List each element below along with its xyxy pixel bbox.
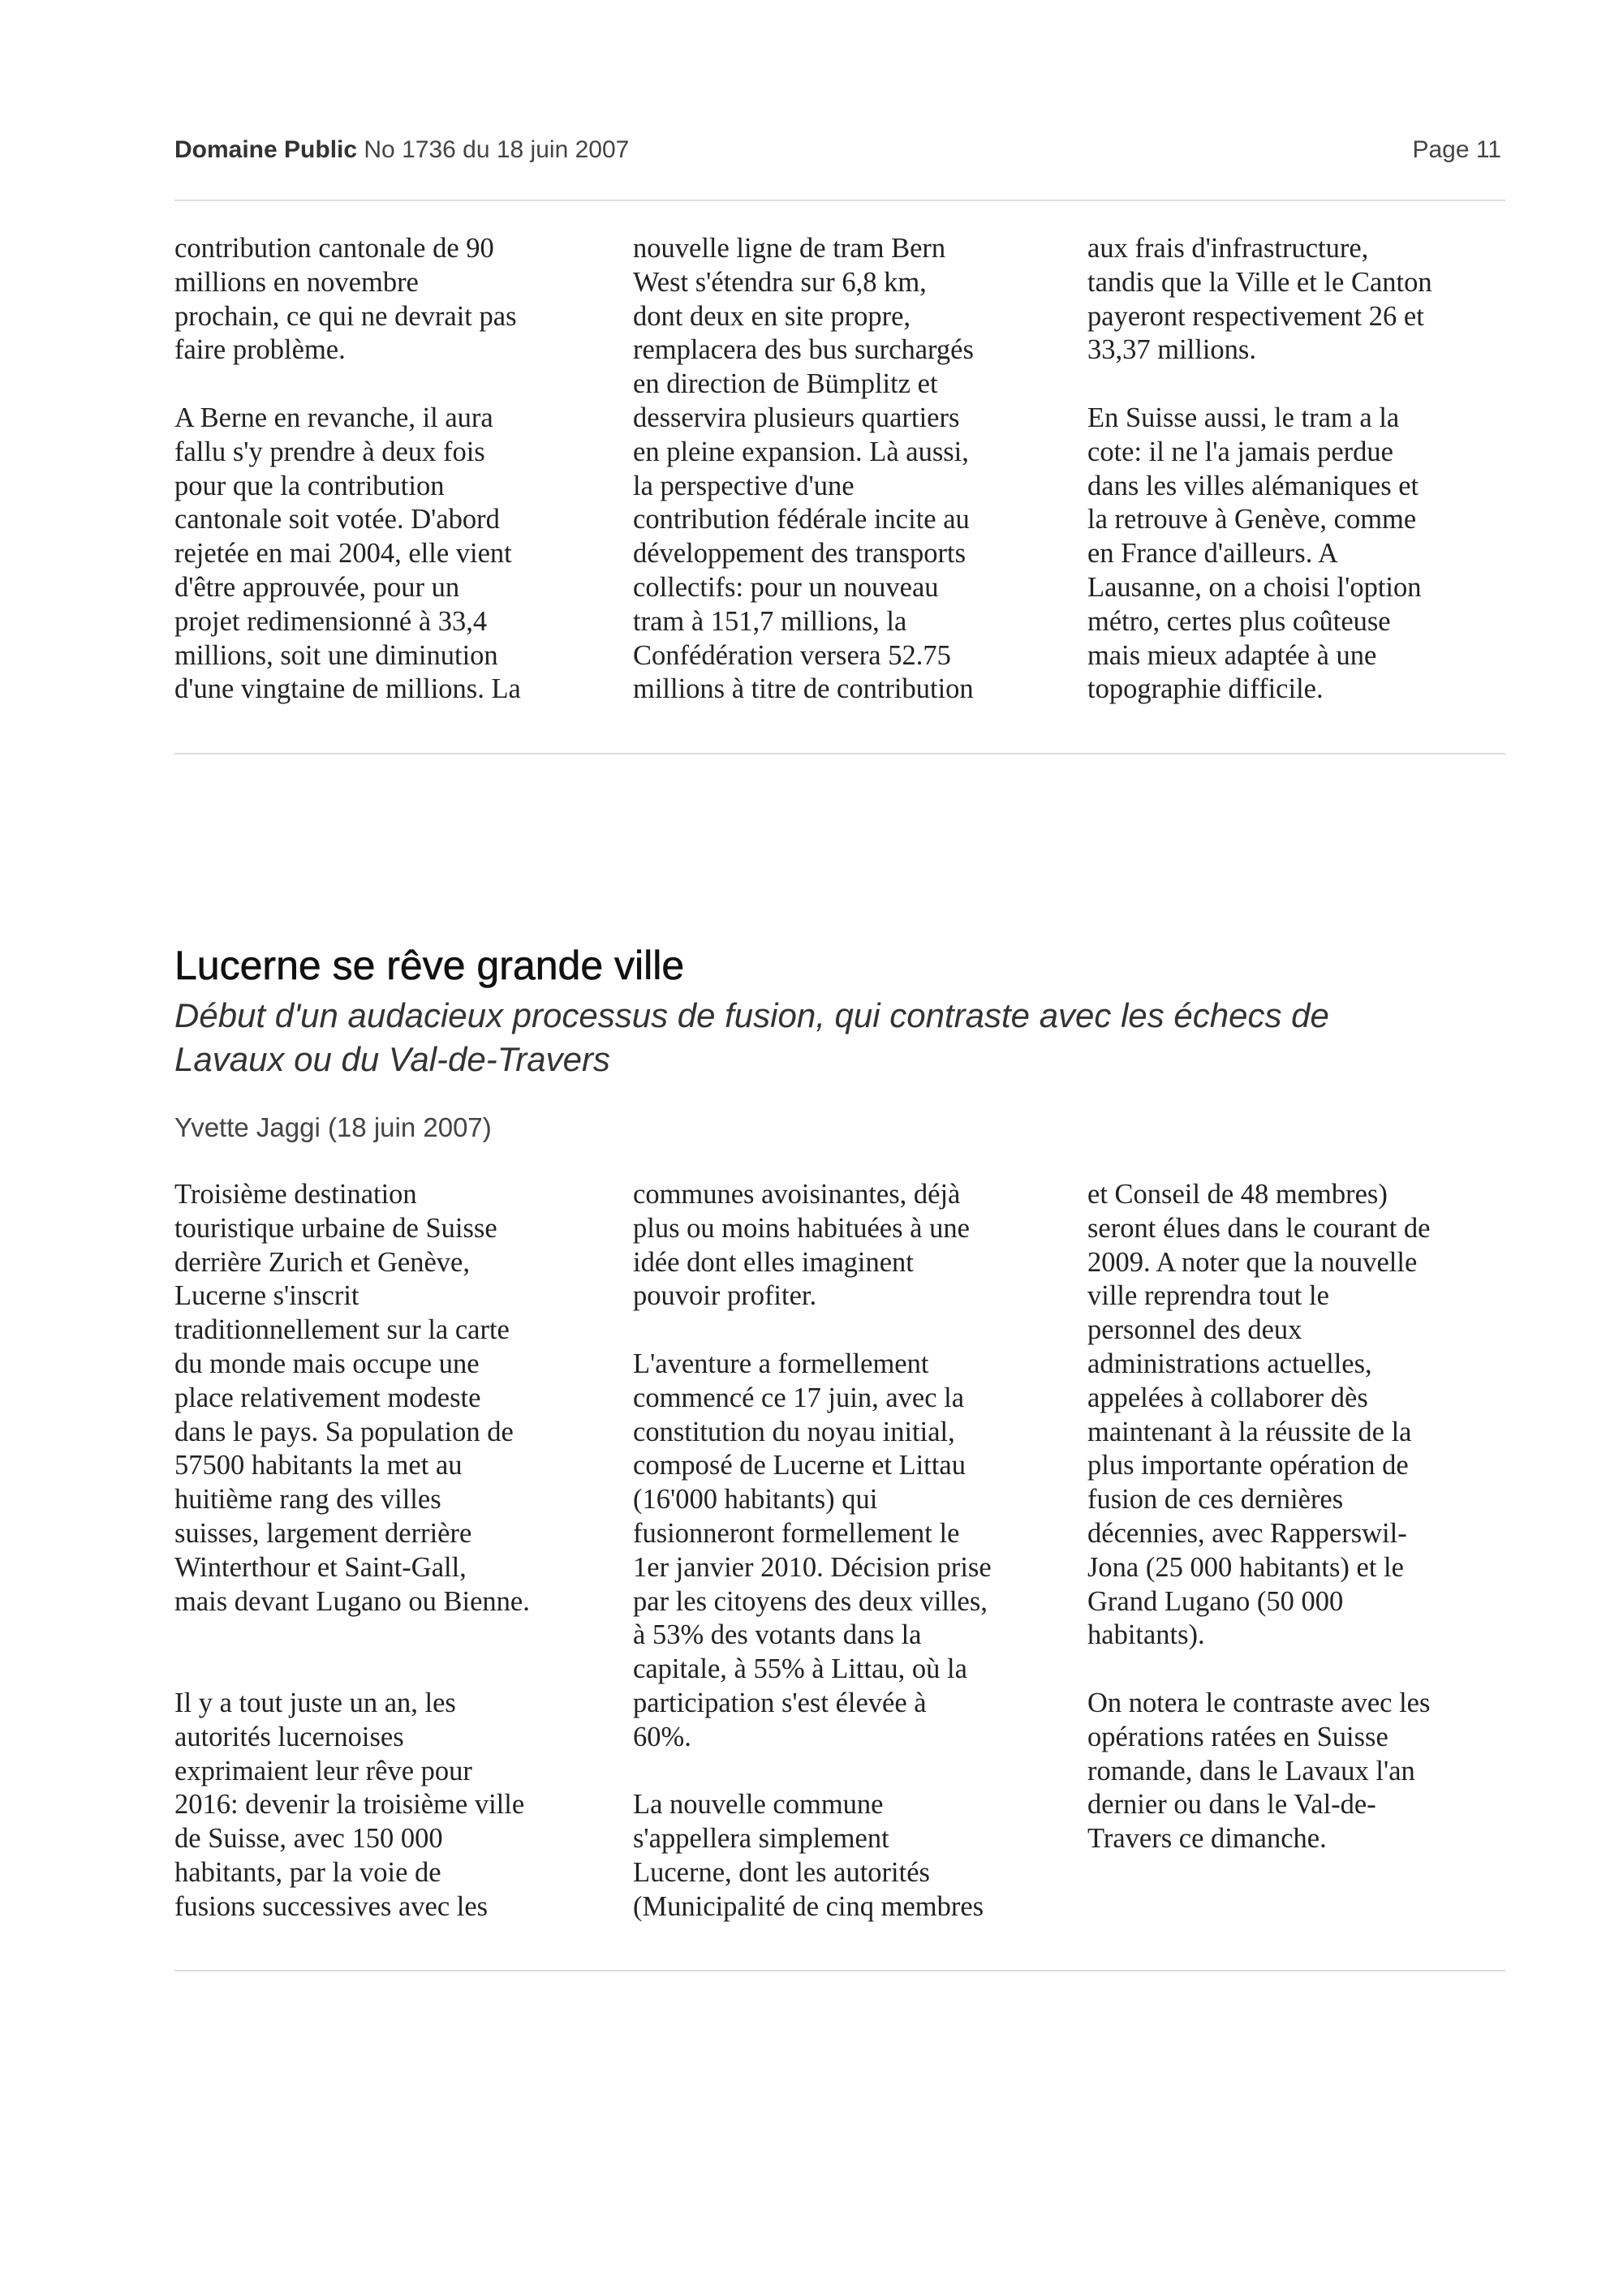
article-divider [174, 753, 1505, 755]
article-column-3 [1087, 1178, 1518, 1856]
paragraph: En Suisse aussi, le tram a la cote: il ne l'a jamais perdue dans les villes alémaniques et la retrouve à Genève, comme en France d'ailleurs. A Lausanne, on a choisi l'option métro, certes plus coûteuse mais mieux adaptée à une topographie difficile. [1087, 402, 1422, 705]
paragraph: communes avoisinantes, déjà plus ou moins habituées à une idée dont elles imaginent pouvoir profiter. [633, 1179, 970, 1312]
paragraph: La nouvelle commune s'appellera simplement Lucerne, dont les autorités (Municipalité de cinq membres [633, 1789, 984, 1922]
paragraph: Il y a tout juste un an, les autorités lucernoises exprimaient leur rêve pour 2016: devenir la troisième ville de Suisse, avec 150 000 habitants, par la voie de fusions successives avec les [174, 1687, 525, 1922]
footer-divider [174, 1970, 1505, 1971]
paragraph: L'aventure a formellement commencé ce 17 juin, avec la constitution du noyau initial, composé de Lucerne et Littau (16'000 habitants) qui fusionneront formellement le 1er janvier 2010. Décision prise par les citoyens des deux villes, à 53% des votants dans la capitale, à 55% à Littau, où la participation s'est élevée à 60%. [633, 1348, 992, 1752]
page-number: Page 11 [1412, 136, 1501, 163]
publication-name: Domaine Public [174, 136, 358, 163]
previous-article-column-1 [174, 232, 605, 707]
issue-info: No 1736 du 18 juin 2007 [364, 136, 630, 163]
page-header [174, 136, 1505, 169]
article-byline: Yvette Jaggi (18 juin 2007) [174, 1112, 492, 1142]
paragraph: On notera le contraste avec les opérations ratées en Suisse romande, dans le Lavaux l'an dernier ou dans le Val-de- Travers ce dimanche. [1087, 1687, 1431, 1855]
previous-article-column-3 [1087, 232, 1518, 707]
paragraph: et Conseil de 48 membres) seront élues dans le courant de 2009. A noter que la nouvelle ville reprendra tout le personnel des deux administrations actuelles, appelées à collaborer dès maintenant à la réussite de la plus importante opération de fusion de ces dernières décennies, avec Rapperswil- Jona (25 000 habitants) et le Grand Lugano (50 000 habitants). [1087, 1179, 1431, 1651]
previous-article-column-2 [633, 232, 1063, 707]
paragraph: contribution cantonale de 90 millions en novembre prochain, ce qui ne devrait pas faire problème. [174, 233, 517, 366]
paragraph: A Berne en revanche, il aura fallu s'y prendre à deux fois pour que la contribution cantonale soit votée. D'abord rejetée en mai 2004, elle vient d'être approuvée, pour un projet redimensionné à 33,4 millions, soit une diminution d'une vingtaine de millions. La [174, 402, 521, 705]
paragraph: aux frais d'infrastructure, tandis que la Ville et le Canton payeront respectivement 26 et 33,37 millions. [1087, 233, 1432, 366]
article-title: Lucerne se rêve grande ville [174, 943, 685, 988]
header-left [174, 136, 629, 164]
article-subtitle: Début d'un audacieux processus de fusion, qui contraste avec les échecs de Lavaux ou du Val-de-Travers [174, 996, 1329, 1078]
header-divider [174, 200, 1505, 201]
article-column-2 [633, 1178, 1063, 1924]
paragraph: nouvelle ligne de tram Bern West s'étendra sur 6,8 km, dont deux en site propre, remplacera des bus surchargés en direction de Bümplitz et desservira plusieurs quartiers en pleine expansion. Là aussi, la perspective d'une contribution fédérale incite au développement des transports collectifs: pour un nouveau tram à 151,7 millions, la Confédération versera 52.75 millions à titre de contribution [633, 233, 974, 705]
paragraph: Troisième destination touristique urbaine de Suisse derrière Zurich et Genève, Lucerne s'inscrit traditionnellement sur la carte du monde mais occupe une place relativement modeste dans le pays. Sa population de 57500 habitants la met au huitième rang des villes suisses, largement derrière Winterthour et Saint-Gall, mais devant Lugano ou Bienne. [174, 1179, 530, 1617]
article-column-1 [174, 1178, 605, 1924]
